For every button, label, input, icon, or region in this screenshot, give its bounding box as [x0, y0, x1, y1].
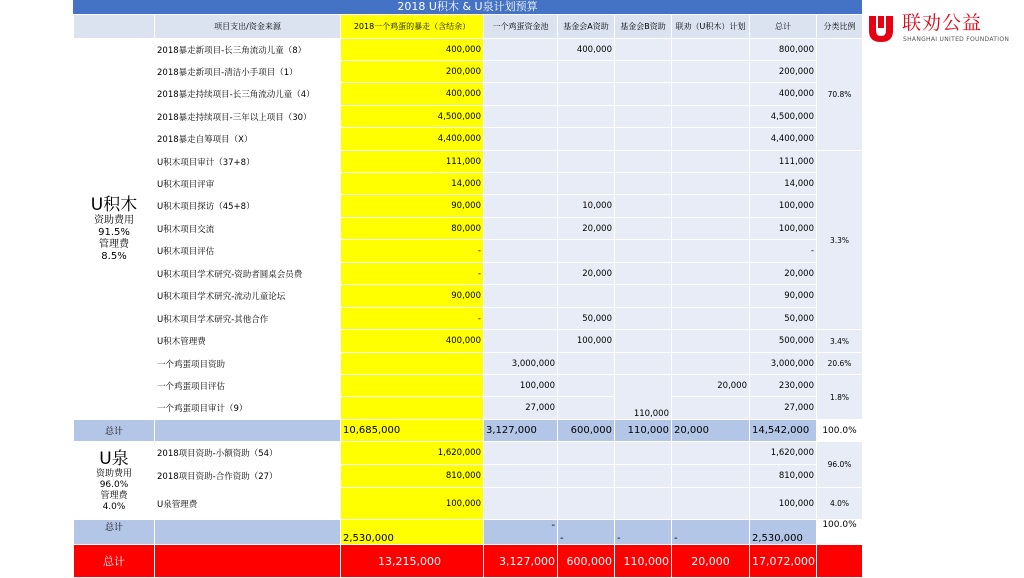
lq-value — [672, 263, 750, 285]
walk-value — [341, 353, 484, 375]
fund-a-value — [558, 240, 615, 263]
section-note: 管理费 — [99, 239, 129, 250]
walk-value: 80,000 — [341, 218, 484, 240]
item-name: 一个鸡蛋项目评估 — [155, 375, 341, 397]
ujimu-row — [74, 330, 863, 353]
total-value: 20,000 — [750, 263, 817, 285]
lq-value — [672, 353, 750, 375]
subtotal-walk: 10,685,000 — [341, 420, 484, 442]
item-name: U积木管理费 — [155, 330, 341, 353]
total-value: 90,000 — [750, 285, 817, 308]
ujimu-row — [74, 195, 863, 218]
ujimu-row — [74, 173, 863, 195]
item-name: 2018暴走新项目-长三角流动儿童（8） — [155, 39, 341, 61]
ujimu-row — [74, 218, 863, 240]
total-value: 200,000 — [750, 61, 817, 83]
grand-total-lq: 20,000 — [672, 545, 750, 578]
item-name: 一个鸡蛋项目审计（9） — [155, 397, 341, 420]
total-value: 400,000 — [750, 83, 817, 106]
ratio-value: 1.8% — [817, 375, 863, 420]
fund-a-value: 400,000 — [558, 39, 615, 61]
section-ujimu-label — [74, 39, 155, 420]
walk-value: 111,000 — [341, 151, 484, 173]
logo-text: 联劝公益 — [902, 12, 983, 34]
uquan-row — [74, 488, 863, 520]
section-note: 91.5% — [98, 227, 130, 238]
walk-value: 14,000 — [341, 173, 484, 195]
fund-b-value — [615, 442, 672, 465]
walk-value: 810,000 — [341, 465, 484, 488]
lq-value — [672, 218, 750, 240]
total-value: 230,000 — [750, 375, 817, 397]
walk-value: - — [341, 263, 484, 285]
fund-a-value — [558, 465, 615, 488]
total-value: 810,000 — [750, 465, 817, 488]
budget-sheet — [73, 0, 862, 576]
subtotal-label: 总计 — [74, 420, 155, 442]
walk-value — [341, 375, 484, 397]
grand-total-pool: 3,127,000 — [484, 545, 558, 578]
total-value: 1,620,000 — [750, 442, 817, 465]
walk-value: - — [341, 240, 484, 263]
fund-b-value — [615, 285, 672, 308]
ratio-value: 3.3% — [817, 151, 863, 330]
fund-b-value — [615, 308, 672, 330]
header-cell: 项目支出/资金来源 — [155, 15, 341, 39]
ujimu-row — [74, 106, 863, 128]
pool-value — [484, 488, 558, 520]
fund-a-value — [558, 61, 615, 83]
fund-b-value — [615, 353, 672, 375]
walk-value: 400,000 — [341, 83, 484, 106]
lq-value — [672, 488, 750, 520]
lq-value — [672, 39, 750, 61]
pool-value — [484, 442, 558, 465]
grand-total-walk: 13,215,000 — [341, 545, 484, 578]
item-name: U泉管理费 — [155, 488, 341, 520]
pool-value — [484, 128, 558, 151]
section-note: 96.0% — [99, 479, 129, 490]
header-cell: 总计 — [750, 15, 817, 39]
pool-value — [484, 195, 558, 218]
total-value: - — [750, 240, 817, 263]
uquan-row — [74, 442, 863, 465]
fund-b-value — [615, 128, 672, 151]
fund-a-value — [558, 173, 615, 195]
fund-b-value — [615, 195, 672, 218]
lq-value — [672, 106, 750, 128]
section-note: 资助费用 — [95, 468, 132, 479]
ujimu-row — [74, 285, 863, 308]
uquan-row — [74, 465, 863, 488]
lq-value — [672, 173, 750, 195]
fund-a-value: 20,000 — [558, 218, 615, 240]
item-name: U积木项目学术研究-其他合作 — [155, 308, 341, 330]
pool-value — [484, 285, 558, 308]
fund-a-value — [558, 106, 615, 128]
walk-value: 400,000 — [341, 39, 484, 61]
grand-total-row — [74, 545, 863, 578]
walk-value: 100,000 — [341, 488, 484, 520]
walk-value — [341, 397, 484, 420]
lq-value — [672, 151, 750, 173]
fund-a-value — [558, 375, 615, 397]
ujimu-row — [74, 308, 863, 330]
fund-a-value — [558, 397, 615, 420]
ratio-value: 4.0% — [817, 488, 863, 520]
subtotal-fund-a: 600,000 — [558, 420, 615, 442]
item-name: U积木项目学术研究-资助者圆桌会员费 — [155, 263, 341, 285]
grand-total-empty — [155, 545, 341, 578]
total-value: 100,000 — [750, 195, 817, 218]
fund-a-value — [558, 285, 615, 308]
lq-value — [672, 195, 750, 218]
ratio-value: 70.8% — [817, 39, 863, 151]
subtotal-ratio: 100.0% — [817, 420, 863, 442]
ratio-value: 20.6% — [817, 353, 863, 375]
subtotal-fund-a: - — [558, 520, 615, 545]
ujimu-row — [74, 240, 863, 263]
pool-value — [484, 61, 558, 83]
header-cell: 2018一个鸡蛋的暴走（含结余） — [341, 15, 484, 39]
lq-value — [672, 442, 750, 465]
ujimu-row — [74, 375, 863, 397]
item-name: 2018暴走持续项目-长三角流动儿童（4） — [155, 83, 341, 106]
lq-value — [672, 61, 750, 83]
fund-a-value — [558, 83, 615, 106]
pool-value — [484, 240, 558, 263]
section-note: 管理费 — [100, 490, 128, 501]
ujimu-row — [74, 128, 863, 151]
uquan-subtotal-row — [74, 520, 863, 545]
total-value: 800,000 — [750, 39, 817, 61]
pool-value: 100,000 — [484, 375, 558, 397]
item-name: 2018项目资助-小额资助（54） — [155, 442, 341, 465]
subtotal-pool: 3,127,000 — [484, 420, 558, 442]
fund-a-value: 10,000 — [558, 195, 615, 218]
pool-value — [484, 263, 558, 285]
item-name: U积木项目探访（45+8） — [155, 195, 341, 218]
total-value: 50,000 — [750, 308, 817, 330]
item-name: U积木项目交流 — [155, 218, 341, 240]
item-name: 2018暴走自筹项目（X） — [155, 128, 341, 151]
logo-subtext: SHANGHAI UNITED FOUNDATION — [903, 36, 1010, 43]
fund-b-value: 110,000 — [615, 375, 672, 420]
subtotal-ratio: 100.0% — [817, 520, 863, 545]
grand-total-ratio — [817, 545, 863, 578]
pool-value: 27,000 — [484, 397, 558, 420]
section-note: 资助费用 — [94, 215, 134, 226]
fund-b-value — [615, 61, 672, 83]
pool-value — [484, 173, 558, 195]
ujimu-row — [74, 61, 863, 83]
walk-value: 200,000 — [341, 61, 484, 83]
total-value: 3,000,000 — [750, 353, 817, 375]
pool-value — [484, 465, 558, 488]
foundation-logo — [866, 10, 1016, 50]
fund-a-value: 50,000 — [558, 308, 615, 330]
fund-a-value: 100,000 — [558, 330, 615, 353]
header-cell: 基金会B资助 — [615, 15, 672, 39]
fund-b-value — [615, 83, 672, 106]
fund-b-value — [615, 151, 672, 173]
ratio-value: 96.0% — [817, 442, 863, 488]
subtotal-lq: 20,000 — [672, 420, 750, 442]
item-name: 2018暴走持续项目-三年以上项目（30） — [155, 106, 341, 128]
ujimu-subtotal-row — [74, 420, 863, 442]
total-value: 27,000 — [750, 397, 817, 420]
item-name: 2018暴走新项目-清洁小手项目（1） — [155, 61, 341, 83]
lq-value — [672, 285, 750, 308]
section-note: 4.0% — [102, 501, 126, 512]
ujimu-row — [74, 397, 863, 420]
total-value: 100,000 — [750, 488, 817, 520]
lq-value — [672, 128, 750, 151]
subtotal-total: 14,542,000 — [750, 420, 817, 442]
pool-value — [484, 330, 558, 353]
grand-total-total: 17,072,000 — [750, 545, 817, 578]
grand-total-fund-b: 110,000 — [615, 545, 672, 578]
total-value: 14,000 — [750, 173, 817, 195]
header-cell: 基金会A资助 — [558, 15, 615, 39]
fund-b-value — [615, 488, 672, 520]
fund-a-value — [558, 353, 615, 375]
total-value: 100,000 — [750, 218, 817, 240]
item-name: 2018项目资助-合作资助（27） — [155, 465, 341, 488]
total-value: 111,000 — [750, 151, 817, 173]
item-name: U积木项目审计（37+8） — [155, 151, 341, 173]
subtotal-walk: 2,530,000 — [341, 520, 484, 545]
section-title: U泉 — [99, 448, 129, 469]
sheet-title: 2018 U积木 & U泉计划预算 — [73, 0, 862, 14]
pool-value — [484, 83, 558, 106]
fund-b-value — [615, 330, 672, 353]
logo-u-icon — [866, 13, 896, 43]
item-name: 一个鸡蛋项目资助 — [155, 353, 341, 375]
total-value: 4,500,000 — [750, 106, 817, 128]
section-title: U积木 — [90, 195, 138, 215]
item-name: U积木项目评估 — [155, 240, 341, 263]
fund-a-value — [558, 488, 615, 520]
fund-b-value — [615, 39, 672, 61]
lq-value — [672, 330, 750, 353]
section-uquan-label — [74, 442, 155, 520]
subtotal-label: 总计 — [74, 520, 155, 545]
total-value: 500,000 — [750, 330, 817, 353]
pool-value — [484, 39, 558, 61]
lq-value — [672, 308, 750, 330]
header-cell: 一个鸡蛋资金池 — [484, 15, 558, 39]
walk-value: 400,000 — [341, 330, 484, 353]
lq-value — [672, 240, 750, 263]
subtotal-pool: - — [484, 520, 558, 545]
fund-a-value: 20,000 — [558, 263, 615, 285]
pool-value: 3,000,000 — [484, 353, 558, 375]
ujimu-row — [74, 39, 863, 61]
subtotal-empty — [155, 420, 341, 442]
fund-a-value — [558, 151, 615, 173]
subtotal-empty — [155, 520, 341, 545]
subtotal-total: 2,530,000 — [750, 520, 817, 545]
lq-value — [672, 83, 750, 106]
lq-value — [672, 397, 750, 420]
header-cell: 分类比例 — [817, 15, 863, 39]
fund-b-value — [615, 465, 672, 488]
subtotal-fund-b: 110,000 — [615, 420, 672, 442]
lq-value: 20,000 — [672, 375, 750, 397]
budget-table — [73, 14, 863, 578]
grand-total-fund-a: 600,000 — [558, 545, 615, 578]
walk-value: 90,000 — [341, 285, 484, 308]
pool-value — [484, 308, 558, 330]
ujimu-row — [74, 151, 863, 173]
pool-value — [484, 151, 558, 173]
fund-a-value — [558, 442, 615, 465]
fund-b-value — [615, 218, 672, 240]
fund-a-value — [558, 128, 615, 151]
ujimu-row — [74, 263, 863, 285]
header-row — [74, 15, 863, 39]
ujimu-row — [74, 353, 863, 375]
walk-value: 4,400,000 — [341, 128, 484, 151]
ratio-value: 3.4% — [817, 330, 863, 353]
subtotal-fund-b: - — [615, 520, 672, 545]
walk-value: 1,620,000 — [341, 442, 484, 465]
grand-total-label: 总计 — [74, 545, 155, 578]
walk-value: 4,500,000 — [341, 106, 484, 128]
item-name: U积木项目评审 — [155, 173, 341, 195]
walk-value: - — [341, 308, 484, 330]
ujimu-row — [74, 83, 863, 106]
lq-value — [672, 465, 750, 488]
total-value: 4,400,000 — [750, 128, 817, 151]
fund-b-value — [615, 263, 672, 285]
pool-value — [484, 106, 558, 128]
fund-b-value — [615, 173, 672, 195]
section-note: 8.5% — [101, 251, 127, 262]
header-corner — [74, 15, 155, 39]
header-cell: 联劝（U积木）计划 — [672, 15, 750, 39]
subtotal-lq: - — [672, 520, 750, 545]
item-name: U积木项目学术研究-流动儿童论坛 — [155, 285, 341, 308]
pool-value — [484, 218, 558, 240]
walk-value: 90,000 — [341, 195, 484, 218]
fund-b-value — [615, 106, 672, 128]
fund-b-value — [615, 240, 672, 263]
